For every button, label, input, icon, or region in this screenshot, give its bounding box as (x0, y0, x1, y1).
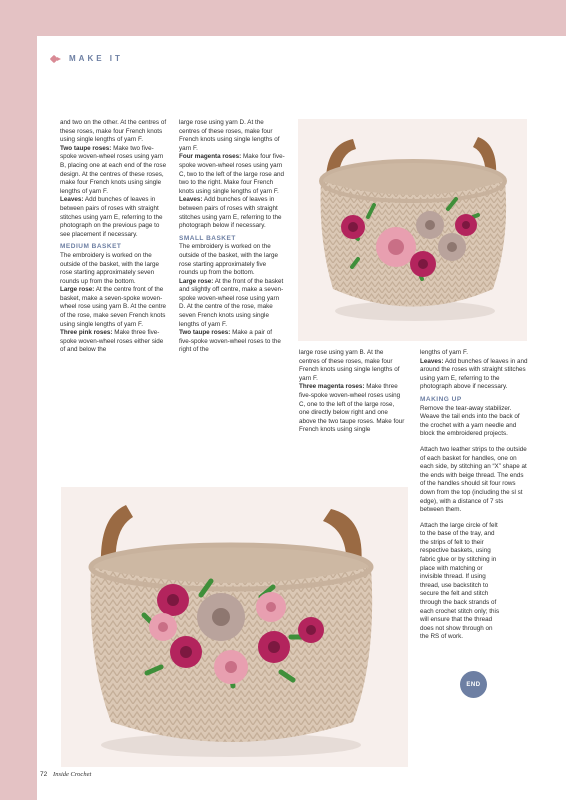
run-in-heading: Four magenta roses: (179, 153, 242, 161)
subheading-small-basket: SMALL BASKET (179, 234, 236, 242)
paragraph (60, 286, 168, 329)
paragraph (179, 278, 285, 330)
magazine-name: Inside Crochet (53, 771, 92, 778)
text: large rose using yarn B. At the centres of these roses, make four French knots using single lengths of yarn F. (299, 349, 400, 382)
text-column-2 (179, 119, 285, 355)
text-column-3 (299, 349, 405, 435)
paragraph (179, 243, 285, 277)
paragraph (60, 196, 168, 239)
text-column-4 (420, 349, 528, 642)
run-in-heading: Leaves: (420, 357, 444, 365)
arrow-icon (51, 56, 61, 62)
run-in-heading: Three magenta roses: (299, 383, 365, 391)
subheading-medium-basket: MEDIUM BASKET (60, 243, 122, 251)
page-footer (40, 771, 91, 778)
text: Attach the large circle of felt to the base of the tray, and the strips of felt to their respective baskets, using fabric glue or by stitching in place with matching or invisible thread. If using thread, use backstitch to secure the felt and stitch through the back strands of each crochet stitch only; this will ensure that the thread does not show through on the RS of work. (420, 521, 500, 641)
paragraph (179, 196, 285, 230)
text: Add bunches of leaves in and around the roses with straight stitches using yarn E, referring to the photograph above if necessary. (420, 357, 528, 391)
text: At the centre front of the basket, make a seven-spoke woven-wheel rose using yarn B. At the centre of the rose, make seven French knots using single lengths of yarn F. (60, 286, 167, 328)
paragraph (420, 446, 528, 515)
paragraph (60, 252, 168, 286)
end-badge: END (460, 671, 487, 698)
paragraph (60, 145, 168, 197)
text-column-1 (60, 119, 168, 355)
text: Make three five-spoke woven-wheel roses using C, one to the left of the large rose, one directly below right and one above the two taupe roses. Make four French knots using single (299, 383, 405, 434)
paragraph (420, 349, 528, 358)
run-in-heading: Leaves: (60, 196, 84, 204)
text: and two on the other. At the centres of these roses, make four French knots using single lengths of yarn F. (60, 119, 167, 144)
section-title: MAKE IT (69, 54, 123, 63)
text: Attach two leather strips to the outside of each basket for handles, one on each side, by stitching an “X” shape at the ends with beige thread. The ends of the handles should sit four rows down from the top (including the sl st edge), with a distance of 7 sts between them. (420, 445, 527, 514)
text: The embroidery is worked on the outside of the basket, with the large rose starting approximately seven rounds up from the bottom. (60, 251, 160, 285)
text: large rose using yarn D. At the centres of these roses, make four French knots using single lengths of yarn F. (179, 119, 280, 152)
text: Remove the tear-away stabilizer. Weave the tail ends into the back of the crochet with a yarn needle and block the embroidered projects. (420, 404, 520, 438)
text: Make a pair of five-spoke woven-wheel roses to the right of the (179, 329, 281, 354)
text: Add bunches of leaves in between pairs of roses with straight stitches using yarn E, referring to the photograph below if necessary. (179, 196, 282, 230)
subheading-making-up: MAKING UP (420, 395, 462, 403)
paragraph (179, 119, 285, 153)
paragraph (299, 349, 405, 383)
run-in-heading: Two taupe roses: (60, 144, 112, 152)
run-in-heading: Two taupe roses: (179, 329, 231, 337)
paragraph (179, 329, 285, 355)
run-in-heading: Large rose: (60, 286, 95, 294)
watermark: PassionForum.ru (472, 782, 556, 793)
text: The embroidery is worked on the outside of the basket, with the large rose starting approximately five rounds up from the bottom. (179, 243, 279, 277)
text: Add bunches of leaves in between pairs of roses with straight stitches using yarn E, referring to the photograph on the previous page to see placement if necessary. (60, 196, 163, 238)
paragraph (299, 383, 405, 435)
small-basket-photo (298, 119, 527, 341)
page-number: 72 (40, 771, 48, 778)
paragraph (179, 153, 285, 196)
paragraph (420, 405, 528, 439)
medium-basket-photo (61, 487, 408, 767)
text: At the front of the basket and slightly off centre, make a seven-spoke woven-wheel rose using yarn D. At the centre of the rose, make seven French knots using single lengths of yarn F. (179, 277, 284, 328)
text: Make four five-spoke woven-wheel roses using yarn C, two to the left of the large rose and two to the right. Make four French knots using single lengths of yarn F. (179, 153, 285, 195)
paragraph (60, 329, 168, 355)
paragraph (420, 358, 528, 392)
paragraph (420, 522, 500, 642)
run-in-heading: Leaves: (179, 196, 203, 204)
run-in-heading: Three pink roses: (60, 329, 113, 337)
paragraph (60, 119, 168, 145)
run-in-heading: Large rose: (179, 277, 214, 285)
section-header (51, 54, 123, 63)
text: lengths of yarn F. (420, 349, 468, 356)
text: Make three five-spoke woven-wheel roses either side of and below the (60, 329, 164, 354)
text: Make two five-spoke woven-wheel roses using yarn B, placing one at each end of the rose design. At the centres of these roses, make four French knots using single lengths of yarn F. (60, 144, 167, 195)
